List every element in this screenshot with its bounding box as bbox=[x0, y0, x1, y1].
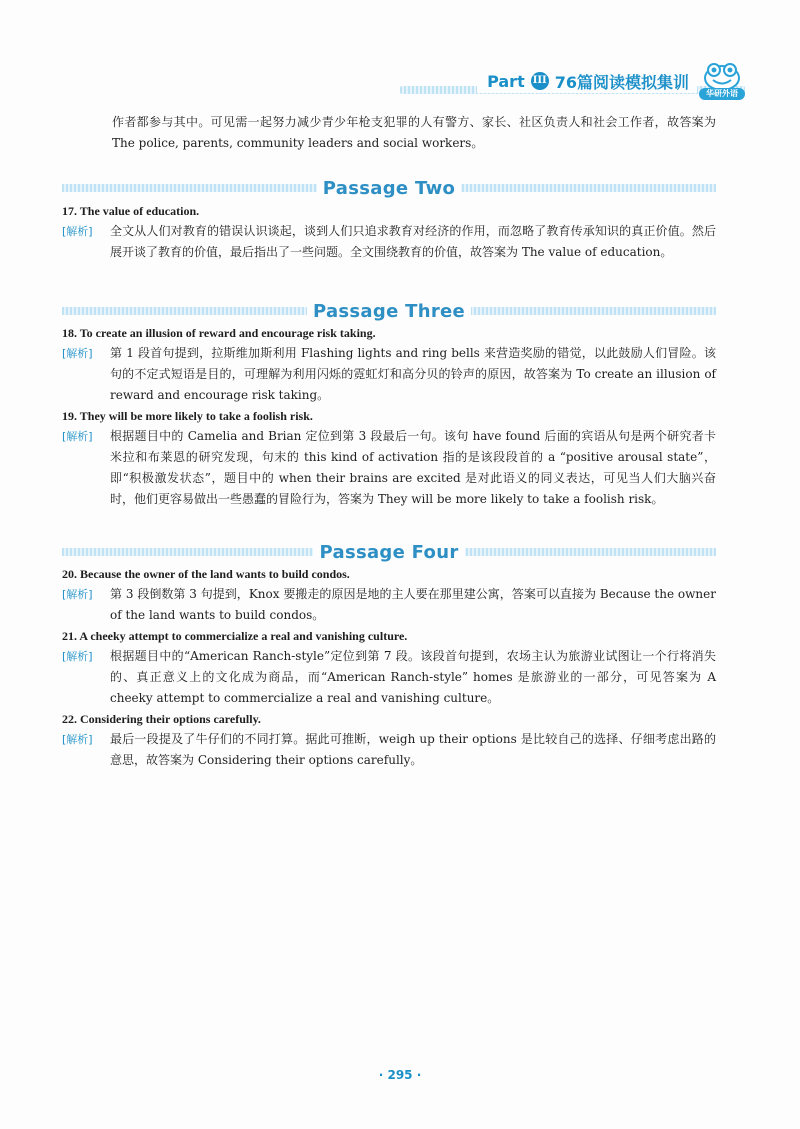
question-18: 18. To create an illusion of reward and encourage risk taking. bbox=[62, 326, 376, 340]
analysis-tag: [解析] bbox=[62, 225, 93, 238]
question-20: 20. Because the owner of the land wants to build condos. bbox=[62, 567, 350, 581]
analysis-tag: [解析] bbox=[62, 347, 93, 360]
analysis-text: 最后一段提及了牛仔们的不同打算。据此可推断，weigh up their options 是比较自己的选择、仔细考虑出路的意思，故答案为 Considering their options carefully。 bbox=[110, 732, 716, 767]
part-numeral-badge: III bbox=[531, 72, 549, 90]
analysis-17 bbox=[62, 221, 716, 263]
analysis-text: 根据题目中的 Camelia and Brian 定位到第 3 段最后一句。该句 have found 后面的宾语从句是两个研究者卡米拉和布莱恩的研究发现，句末的 this kind of activation 指的是该段段首的 a “positive arousal state”，即“积极激发状态”，题目中的 when their brains are excited 是对此语义的同义表达，可见当人们大脑兴奋时，他们更容易做出一些愚蠢的冒险行为，答案为 They will be more likely to take a foolish risk。 bbox=[110, 429, 716, 506]
page-number: · 295 · bbox=[378, 1068, 422, 1082]
section-title: 76篇阅读模拟集训 bbox=[554, 72, 689, 92]
passage-title: Passage Two bbox=[317, 178, 461, 199]
publisher-logo bbox=[699, 58, 745, 102]
intro-paragraph: 作者都参与其中。可见需一起努力减少青少年枪支犯罪的人有警方、家长、社区负责人和社会工作者，故答案为 The police, parents, community leaders and social workers。 bbox=[112, 115, 716, 150]
question-21: 21. A cheeky attempt to commercialize a real and vanishing culture. bbox=[62, 629, 408, 643]
part-label: Part bbox=[487, 71, 525, 91]
analysis-18 bbox=[62, 343, 716, 406]
analysis-tag: [解析] bbox=[62, 588, 93, 601]
analysis-21 bbox=[62, 646, 716, 709]
analysis-tag: [解析] bbox=[62, 650, 93, 663]
analysis-text: 第 3 段倒数第 3 句提到，Knox 要搬走的原因是地的主人要在那里建公寓，答案可以直接为 Because the owner of the land wants to build condos。 bbox=[110, 587, 716, 622]
analysis-20 bbox=[62, 584, 716, 626]
passage-title: Passage Three bbox=[307, 301, 471, 322]
logo-text: 华研外语 bbox=[699, 88, 745, 100]
analysis-text: 全文从人们对教育的错误认识谈起，谈到人们只追求教育对经济的作用，而忽略了教育传承知识的真正价值。然后展开谈了教育的价值，最后指出了一些问题。全文围绕教育的价值，故答案为 The value of education。 bbox=[110, 224, 716, 259]
analysis-text: 根据题目中的“American Ranch-style”定位到第 7 段。该段首句提到，农场主认为旅游业试图让一个行将消失的、真正意义上的文化成为商品，而“American Ranch-style” homes 是旅游业的一部分，可见答案为 A cheeky attempt to commercialize a real and vanishing culture。 bbox=[110, 649, 716, 705]
passage-title: Passage Four bbox=[313, 542, 464, 563]
analysis-22 bbox=[62, 729, 716, 771]
passage-two-block bbox=[62, 201, 716, 263]
passage-four-block bbox=[62, 564, 716, 771]
question-19: 19. They will be more likely to take a foolish risk. bbox=[62, 409, 313, 423]
passage-three-block bbox=[62, 323, 716, 510]
frog-mascot-icon bbox=[699, 58, 745, 90]
analysis-text: 第 1 段首句提到，拉斯维加斯利用 Flashing lights and ring bells 来营造奖励的错觉，以此鼓励人们冒险。该句的不定式短语是目的，可理解为利用闪烁的霓虹灯和高分贝的铃声的原因，故答案为 To create an illusion of reward and encourage risk taking。 bbox=[110, 346, 716, 402]
question-17: 17. The value of education. bbox=[62, 204, 200, 218]
question-22: 22. Considering their options carefully. bbox=[62, 712, 261, 726]
analysis-19 bbox=[62, 426, 716, 510]
passage-heading-two bbox=[62, 176, 716, 200]
analysis-tag: [解析] bbox=[62, 430, 93, 443]
intro-block bbox=[62, 112, 716, 154]
page-header bbox=[400, 64, 745, 98]
header-title bbox=[477, 70, 697, 93]
analysis-tag: [解析] bbox=[62, 733, 93, 746]
passage-heading-four bbox=[62, 540, 716, 564]
passage-heading-three bbox=[62, 299, 716, 323]
